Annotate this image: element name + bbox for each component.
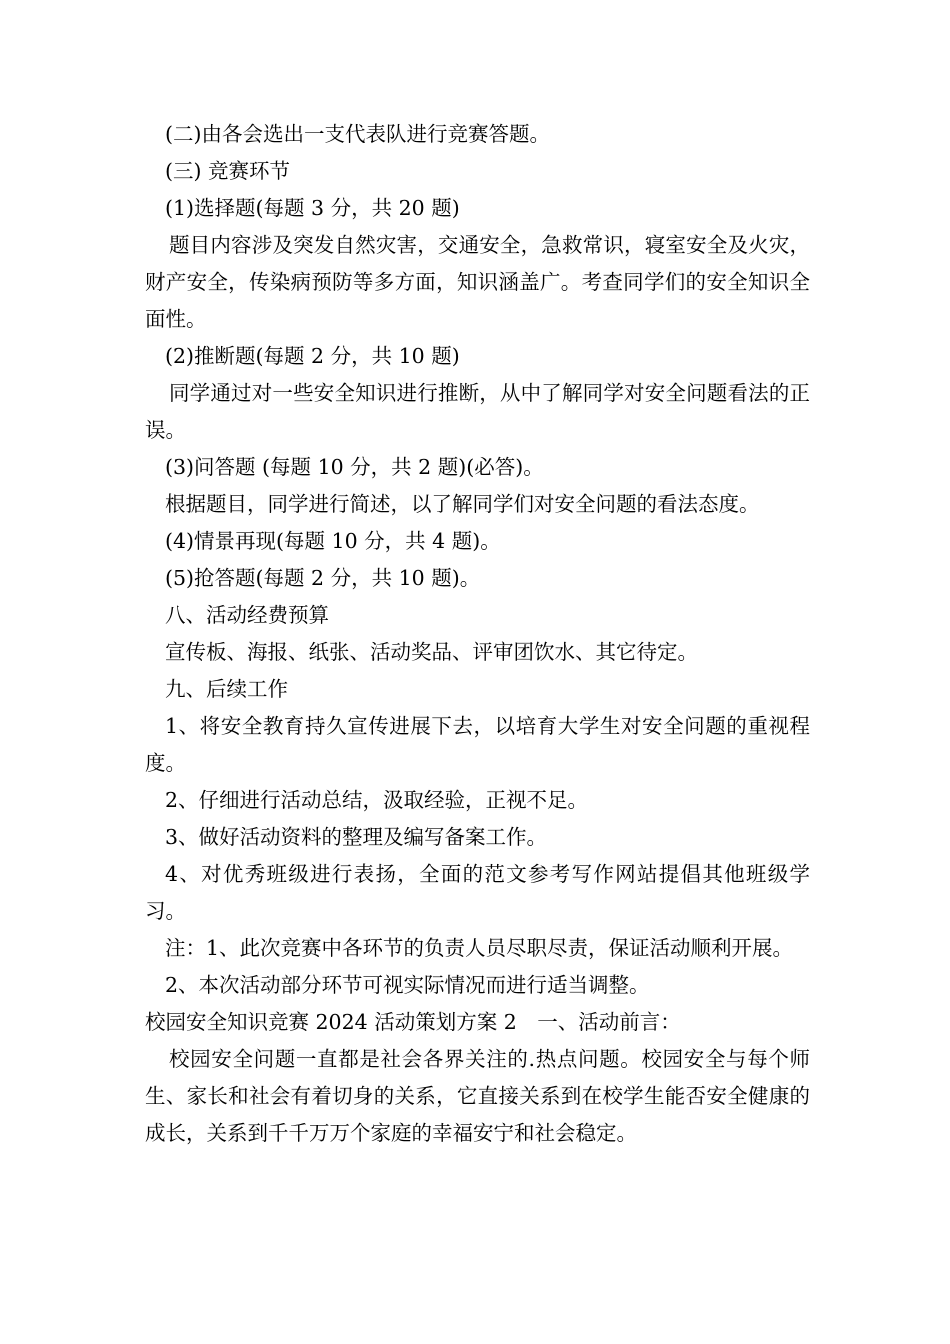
paragraph: (三) 竞赛环节 (165, 159, 291, 183)
paragraph: (5)抢答题(每题 2 分，共 10 题)。 (165, 566, 481, 590)
paragraph: (4)情景再现(每题 10 分，共 4 题)。 (165, 529, 501, 553)
paragraph: 2、仔细进行活动总结，汲取经验，正视不足。 (165, 788, 589, 812)
paragraph: (2)推断题(每题 2 分，共 10 题) (165, 344, 460, 368)
paragraph: (3)问答题 (每题 10 分，共 2 题)(必答)。 (165, 455, 544, 479)
paragraph: (二)由各会选出一支代表队进行竞赛答题。 (165, 122, 550, 146)
paragraph: 校园安全问题一直都是社会各界关注的.热点问题。校园安全与每个师生、家长和社会有着切身的关系，它直接关系到在校学生能否安全健康的成长，关系到千千万万个家庭的幸福安宁和社会稳定。 (145, 1047, 810, 1145)
document-heading: 校园安全知识竞赛 2024 活动策划方案 2 一、活动前言： (145, 1010, 681, 1034)
paragraph: 宣传板、海报、纸张、活动奖品、评审团饮水、其它待定。 (165, 640, 698, 664)
paragraph: 4、对优秀班级进行表扬，全面的范文参考写作网站提倡其他班级学习。 (145, 862, 810, 923)
note-paragraph: 注：1、此次竞赛中各环节的负责人员尽职尽责，保证活动顺利开展。 (165, 936, 794, 960)
document-body (145, 116, 810, 1152)
paragraph: 1、将安全教育持久宣传进展下去，以培育大学生对安全问题的重视程度。 (145, 714, 810, 775)
paragraph: (1)选择题(每题 3 分，共 20 题) (165, 196, 460, 220)
section-heading: 九、后续工作 (165, 677, 288, 701)
paragraph: 题目内容涉及突发自然灾害，交通安全，急救常识，寝室安全及火灾，财产安全，传染病预防等多方面，知识涵盖广。考查同学们的安全知识全面性。 (145, 233, 810, 331)
section-heading: 八、活动经费预算 (165, 603, 329, 627)
paragraph: 同学通过对一些安全知识进行推断，从中了解同学对安全问题看法的正误。 (145, 381, 810, 442)
note-paragraph: 2、本次活动部分环节可视实际情况而进行适当调整。 (165, 973, 650, 997)
paragraph: 根据题目，同学进行简述，以了解同学们对安全问题的看法态度。 (165, 492, 760, 516)
paragraph: 3、做好活动资料的整理及编写备案工作。 (165, 825, 548, 849)
